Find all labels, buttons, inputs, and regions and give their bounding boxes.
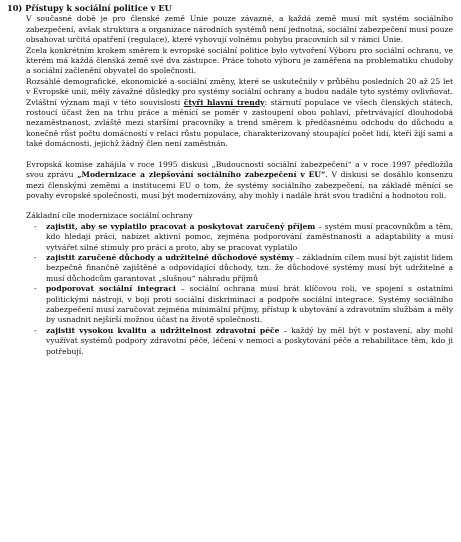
bullet-marker: - (34, 325, 37, 335)
document-body (7, 14, 453, 357)
commission-text-end: . V diskusi se dosáhlo konsenzu mezi členskými zeměmi a institucemi EU o tom, že systémy sociálního zabezpečení, na základě měnící se povahy evropské společnosti, musí být modernizovány, aby mohly i nadále hrát svou tradiční a hodnotou roli. (26, 170, 453, 200)
trends-text-end: : stárnutí populace ve všech členských státech, rostoucí účast žen na trhu práce a měnící se poměr v zastoupení obou pohlaví, přetrvávající dlouhodobá nezaměstnanost, zvláště mezi staršími pracovníky a trend směrem k předčasnému odchodu do důchodu a konečně růst počtu domácností v relaci růstu populace, charakterizovaný stoupající počet lidí, kteří žijí sami a také domácnosti, jejichž žádný člen není zaměstnán. (26, 97, 454, 149)
main-trends-emphasis: čtyři hlavní trendy (183, 97, 265, 107)
section-heading: 10) Přístupy k sociální politice v EU (7, 3, 172, 13)
bullet-marker: - (34, 252, 37, 262)
goals-list-title: Základní cíle modernizace sociální ochrany (26, 211, 193, 221)
goal-title: podporovat sociální integraci (46, 284, 176, 294)
bullet-marker: - (34, 221, 37, 231)
paragraph-gap (26, 201, 453, 211)
goal-text: – sociální ochrana musí hrát klíčovou roli, ve spojení s ostatními politickými nástroji, v boji proti sociální diskriminaci a podpoře sociální integrace. Systémy sociálního zabezpečení musí zaručovat zejména minimální příjmy, přístup k ubytování a zdravotním službám a měly by usnadnit nejširší možnou účast na životě společnosti. (46, 284, 453, 325)
goal-item-healthcare (34, 326, 453, 357)
paragraph-gap (26, 150, 453, 160)
goal-text: – základním cílem musí být zajistit lidem bezpečně finančně zajištěné a odpovídající důchody, tzn. že důchodové systémy musí být udržitelné a musí důchodcům garantovat „slušnou“ náhradu příjmů (46, 252, 453, 283)
goal-item-integration (34, 284, 453, 326)
paragraph-membership: V současné době je pro členské země Unie pouze závazné, a každá země musí mít systém sociálního zabezpečení, avšak struktura a organizace národních systémů není jednotná, sociální zabezpečení musí pouze obsahovat určitá opatření (regulace), které vyhovují volnému pohybu pracovních sil v rámci Unie. (26, 14, 453, 45)
goal-title: zajistit vysokou kvalitu a udržitelnost zdravotní péče (46, 325, 280, 335)
goal-item-pensions (34, 253, 453, 284)
paragraph-committee: Zcela konkrétním krokem směrem k evropské sociální politice bylo vytvoření Výboru pro sociální ochranu, ve kterém má každá členská země své dva zástupce. Práce tohoto výboru je zaměřena na problematiku chudoby a sociální začlenění obyvatel do společnosti. (26, 45, 453, 76)
goal-title: zajistit zaručené důchody a udržitelné důchodové systémy (46, 252, 294, 262)
trends-text-start: Rozsáhlé demografické, ekonomické a sociální změny, které se uskutečnily v průběhu posledních 20 až 25 let v Evropské unii, měly závažné důsledky pro systémy sociální ochrany a budou nadále tyto systémy ovlivňovat. Zvláštní význam mají v této souvislosti (26, 76, 453, 107)
paragraph-commission (26, 160, 453, 202)
goal-text: – každý by měl být v postavení, aby mohl využívat systémů podpory zdravotní péče, léčení v nemoci a poskytování péče a rehabilitace těm, kdo ji potřebují. (46, 325, 454, 356)
goal-text: – systém musí pracovníkům a těm, kdo hledají práci, nabízet aktivní pomoc, zejména podporování zaměstnanosti a adaptability a musí vytvářet silné stimuly pro práci a proto, aby se pracovat vyplatilo (46, 221, 453, 252)
report-title: „Modernizace a zlepšování sociálního zabezpečení v EU“ (77, 170, 326, 180)
goal-title: zajistit, aby se vyplatilo pracovat a poskytovat zaručený příjem (46, 221, 316, 231)
commission-text-start: Evropská komise zahájila v roce 1995 diskusi „Budoucnosti sociální zabezpečení“ a v roce 1997 předložila svou zprávu (26, 159, 453, 180)
goal-item-work (34, 222, 453, 253)
goals-list (26, 222, 453, 357)
paragraph-trends (26, 77, 453, 150)
bullet-marker: - (34, 284, 37, 294)
